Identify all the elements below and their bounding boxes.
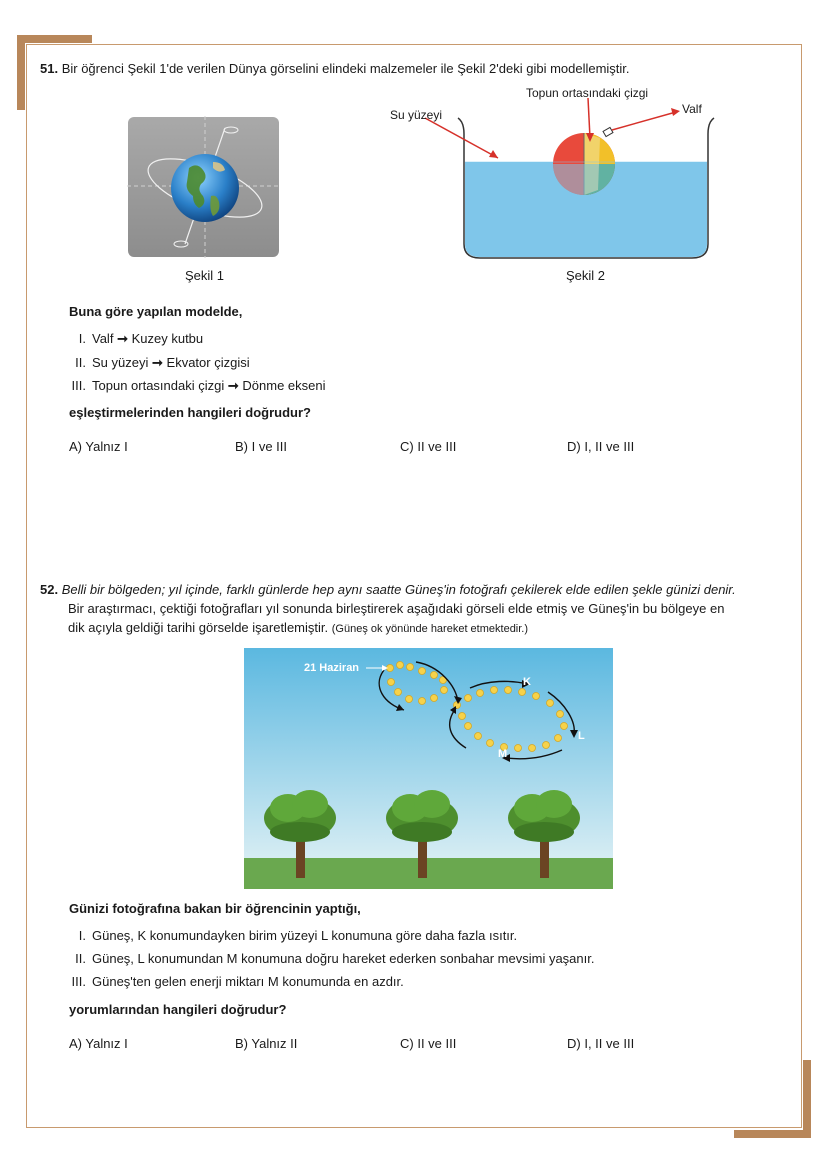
q52-item-2: II. Güneş, L konumundan M konumuna doğru hareket ederken sonbahar mevsimi yaşanır. — [75, 951, 595, 966]
corner-decoration — [17, 35, 92, 43]
q52-item-1: I. Güneş, K konumundayken birim yüzeyi L konumuna göre daha fazla ısıtır. — [78, 928, 518, 943]
q51-lead: Buna göre yapılan modelde, — [69, 304, 243, 319]
arrow-icon: ➞ — [117, 331, 128, 346]
label-water-surface: Su yüzeyi — [390, 108, 443, 122]
q52-item-3: III. Güneş'ten gelen enerji miktarı M konumunda en azdır. — [71, 974, 404, 989]
label-21-haziran: 21 Haziran — [304, 662, 360, 674]
q51-option-c[interactable]: C) II ve III — [400, 439, 457, 454]
fig2-caption: Şekil 2 — [566, 268, 606, 283]
q52-stem — [40, 581, 800, 599]
q52-stem-note: (Güneş ok yönünde hareket etmektedir.) — [331, 623, 529, 635]
q52-stem-line3: dik açıyla geldiği tarihi görselde işaretlemiştir. (Güneş ok yönünde hareket etmektedir.) — [68, 620, 529, 635]
label-ball-line: Topun ortasındaki çizgi — [526, 86, 649, 100]
label-k: K — [523, 676, 531, 688]
q52-option-a[interactable]: A) Yalnız I — [69, 1036, 128, 1051]
corner-decoration — [803, 1060, 811, 1138]
arrow-icon: ➞ — [227, 378, 239, 393]
q51-item-3: III. Topun ortasındaki çizgi ➞ Dönme ekseni — [71, 378, 326, 393]
q52-lead: Günizi fotoğrafına bakan bir öğrencinin yaptığı, — [69, 901, 361, 916]
label-m: M — [498, 748, 508, 760]
corner-decoration — [17, 35, 25, 110]
q52-number: 52. — [40, 582, 59, 597]
q52-question: yorumlarından hangileri doğrudur? — [69, 1002, 287, 1017]
q51-question: eşleştirmelerinden hangileri doğrudur? — [69, 405, 311, 420]
q51-stem: Bir öğrenci Şekil 1'de verilen Dünya görselini elindeki malzemeler ile Şekil 2'deki gibi modellemiştir. — [61, 61, 630, 76]
label-l: L — [578, 730, 585, 742]
q51-stem-line — [40, 61, 630, 76]
fig1-globe-image — [127, 116, 280, 258]
q52-option-c[interactable]: C) II ve III — [400, 1036, 457, 1051]
q52-stem-line2: Bir araştırmacı, çektiği fotoğrafları yıl sonunda birleştirerek aşağıdaki görseli elde etmiş ve Güneş'in bu bölgeye en — [68, 601, 725, 616]
q51-option-b[interactable]: B) I ve III — [235, 439, 288, 454]
q52-analemma-figure — [244, 648, 613, 889]
fig1-caption: Şekil 1 — [185, 268, 225, 283]
q52-stem-italic: Belli bir bölgeden; yıl içinde, farklı günlerde hep aynı saatte Güneş'in fotoğrafı çekilerek elde edilen şekle günizi denir. — [61, 582, 736, 597]
q51-number: 51. — [40, 61, 59, 76]
q51-item-2: II. Su yüzeyi ➞ Ekvator çizgisi — [75, 355, 250, 370]
q51-item-1: I. Valf ➞ Kuzey kutbu — [78, 331, 204, 346]
q51-option-d[interactable]: D) I, II ve III — [567, 439, 635, 454]
q52-option-d[interactable]: D) I, II ve III — [567, 1036, 635, 1051]
arrow-icon: ➞ — [152, 355, 163, 370]
corner-decoration — [734, 1130, 811, 1138]
q52-option-b[interactable]: B) Yalnız II — [235, 1036, 298, 1051]
q51-option-a[interactable]: A) Yalnız I — [69, 439, 128, 454]
label-valve: Valf — [682, 102, 702, 116]
